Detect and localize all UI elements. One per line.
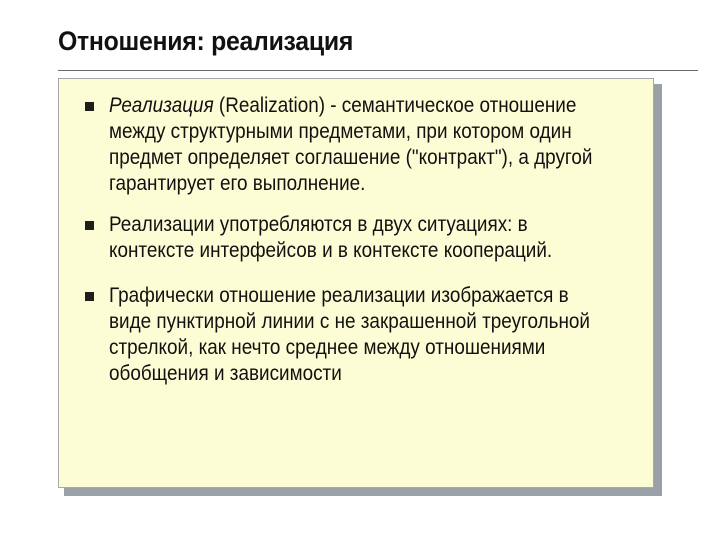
bullet-text [109,283,649,387]
bullet-text [109,93,649,197]
bullet-line: Графически отношение реализации изображается в [109,284,569,307]
bullet-line: виде пунктирной линии с не закрашенной треугольной [109,310,590,333]
square-bullet-icon [85,221,94,230]
bullet-line: Реализации употребляются в двух ситуациях: в [109,213,528,236]
square-bullet-icon [85,102,94,111]
bullet-line: контексте интерфейсов и в контексте коопераций. [109,239,553,262]
content-panel [58,78,654,488]
bullet-line [109,93,649,119]
term-italic: Реализация [109,94,214,117]
bullet-line: предмет определяет соглашение ("контракт"), а другой [109,146,593,169]
slide-title: Отношения: реализация [58,26,354,56]
bullet-lead-rest: (Realization) - семантическое отношение [213,94,577,117]
bullet-line: гарантирует его выполнение. [109,172,366,195]
bullet-line: стрелкой, как нечто среднее между отношениями [109,336,546,359]
square-bullet-icon [85,292,94,301]
bullet-text [109,212,649,264]
bullet-line: между структурными предметами, при котором один [109,120,572,143]
title-underline [58,70,698,71]
bullet-line: обобщения и зависимости [109,362,342,385]
